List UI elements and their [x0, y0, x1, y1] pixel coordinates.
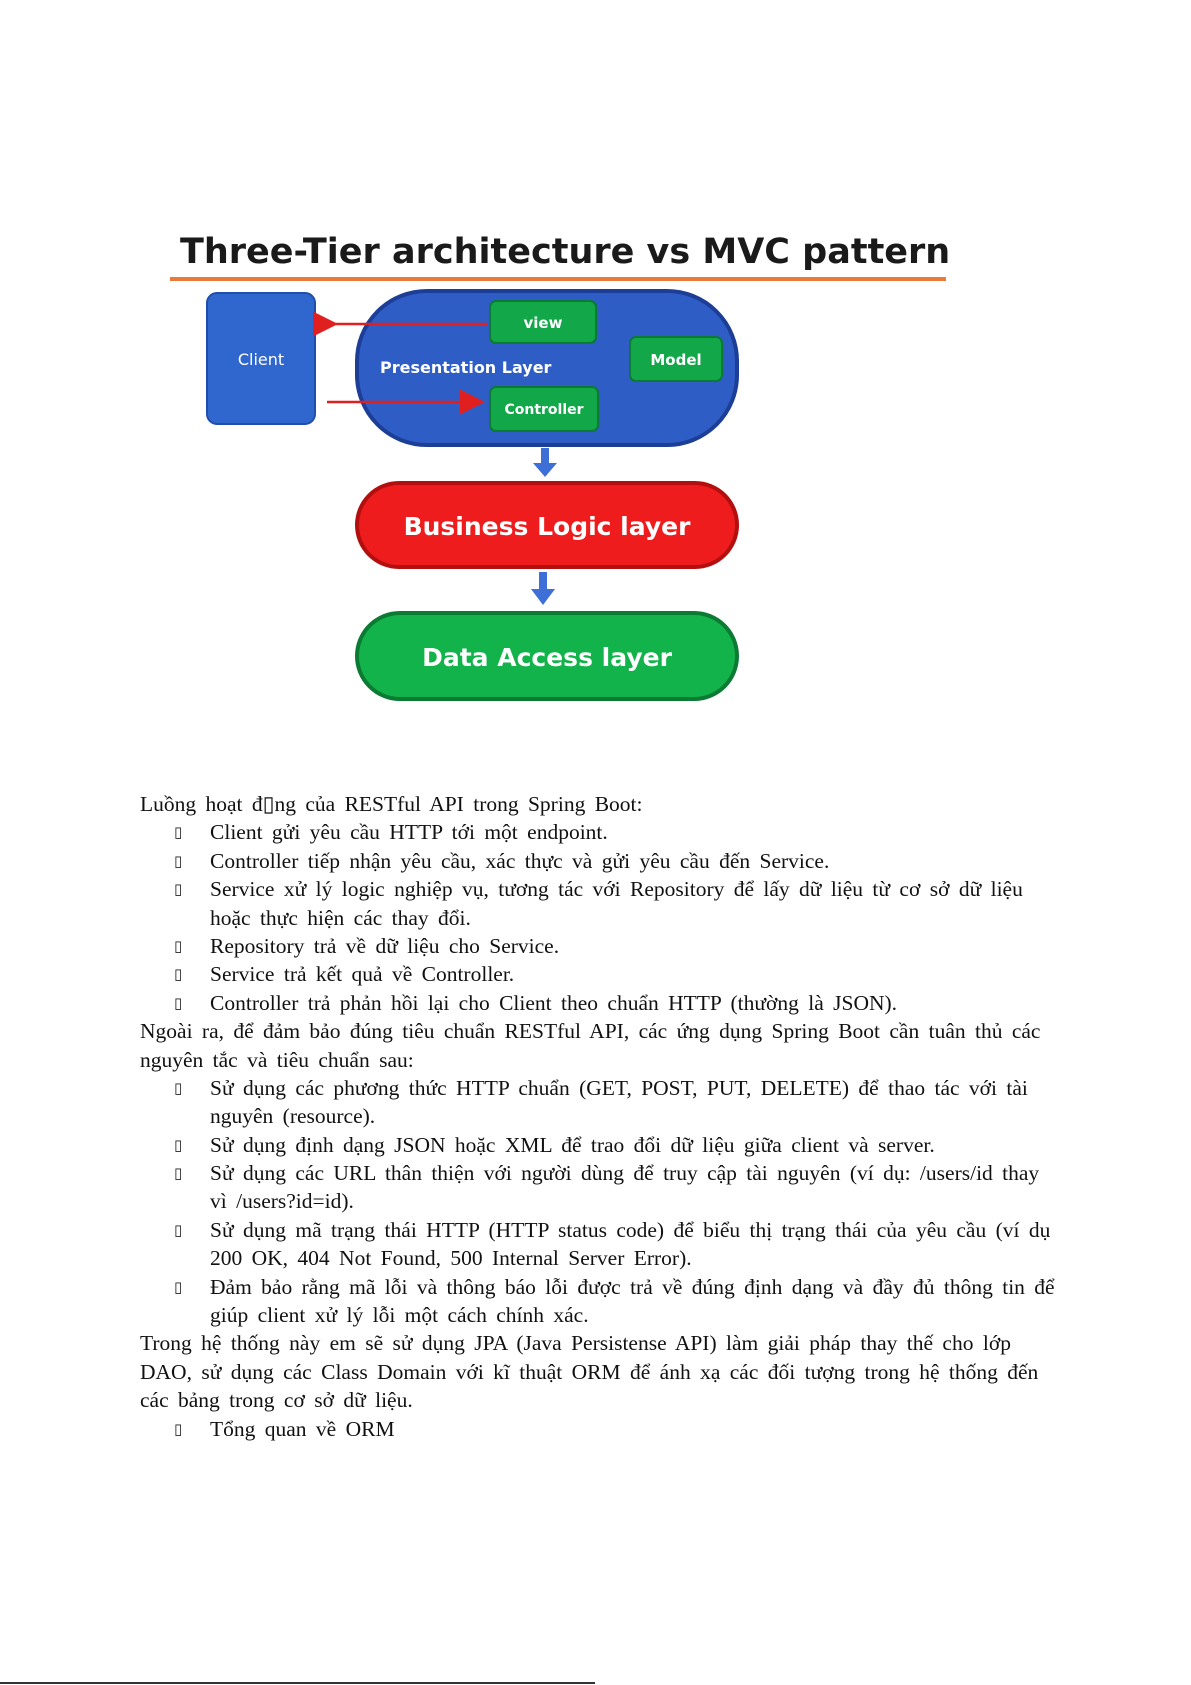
standards-item-text: Sử dụng các URL thân thiện với người dùng để truy cập tài nguyên (ví dụ: /users/id thay [210, 1161, 1040, 1186]
flow-item-text: Service trả kết quả về Controller. [210, 962, 515, 987]
missing-glyph-icon: ▯ [174, 880, 183, 899]
standards-item-text: Sử dụng mã trạng thái HTTP (HTTP status code) để biểu thị trạng thái của yêu cầu (ví dụ [210, 1217, 1051, 1242]
flow-item [140, 989, 1190, 1017]
diagram-svg [170, 225, 1050, 765]
architecture-diagram [170, 225, 1050, 765]
down-arrow-2-head [531, 589, 555, 605]
diagram-title: Three-Tier architecture vs MVC pattern [180, 232, 951, 272]
footer-rule [0, 1682, 595, 1684]
missing-glyph-icon: ▯ [174, 823, 183, 842]
title-underline [170, 277, 946, 281]
document-body [140, 790, 1190, 1443]
flow-item-text: Service xử lý logic nghiệp vụ, tương tác với Repository để lấy dữ liệu từ cơ sở dữ liệu [210, 877, 1023, 902]
flow-item-text: Controller trả phản hồi lại cho Client theo chuẩn HTTP (thường là JSON). [210, 990, 898, 1015]
standards-item [140, 1159, 1190, 1187]
view-label: view [523, 314, 563, 332]
down-arrow-1 [533, 448, 557, 477]
flow-item [140, 818, 1190, 846]
standards-item [140, 1273, 1190, 1301]
missing-glyph-icon: ▯ [174, 993, 183, 1012]
business-logic-label: Business Logic layer [403, 512, 691, 541]
client-label: Client [237, 350, 285, 369]
standards-item-continuation: vì /users?id=id). [210, 1189, 354, 1214]
standards-item-text: Sử dụng định dạng JSON hoặc XML để trao đổi dữ liệu giữa client và server. [210, 1132, 935, 1157]
jpa-paragraph-line: Trong hệ thống này em sẽ sử dụng JPA (Java Persistense API) làm giải pháp thay thế cho lớp [140, 1331, 1011, 1356]
down-arrow-2 [531, 572, 555, 605]
missing-glyph-icon: ▯ [174, 965, 183, 984]
missing-glyph-icon: ▯ [174, 1220, 183, 1239]
standards-item [140, 1074, 1190, 1102]
standards-item-text: Sử dụng các phương thức HTTP chuẩn (GET, POST, PUT, DELETE) để thao tác với tài [210, 1075, 1028, 1100]
flow-heading: Luồng hoạt đ▯ng của RESTful API trong Spring Boot: [140, 792, 643, 816]
flow-item [140, 875, 1190, 903]
flow-item [140, 847, 1190, 875]
down-arrow-2-shaft [539, 572, 547, 590]
jpa-paragraph-line: DAO, sử dụng các Class Domain với kĩ thuật ORM để ánh xạ các đối tượng trong hệ thống đến [140, 1359, 1039, 1384]
flow-item-text: Client gửi yêu cầu HTTP tới một endpoint. [210, 820, 608, 845]
standards-item-continuation: giúp client xử lý lỗi một cách chính xác. [210, 1303, 589, 1328]
data-access-label: Data Access layer [422, 643, 672, 672]
controller-label: Controller [504, 402, 584, 418]
missing-glyph-icon: ▯ [174, 1164, 183, 1183]
flow-item [140, 932, 1190, 960]
jpa-item-text: Tổng quan về ORM [210, 1416, 395, 1441]
jpa-paragraph-line: các bảng trong cơ sở dữ liệu. [140, 1388, 413, 1413]
standards-item-continuation: 200 OK, 404 Not Found, 500 Internal Server Error). [210, 1246, 692, 1271]
missing-glyph-icon: ▯ [174, 1277, 183, 1296]
model-label: Model [650, 351, 702, 369]
standards-intro-line: Ngoài ra, để đảm bảo đúng tiêu chuẩn RESTful API, các ứng dụng Spring Boot cần tuân thủ các [140, 1019, 1041, 1044]
flow-item-text: Controller tiếp nhận yêu cầu, xác thực và gửi yêu cầu đến Service. [210, 848, 830, 873]
presentation-layer-label: Presentation Layer [380, 358, 552, 377]
missing-glyph-icon: ▯ [174, 1419, 183, 1438]
missing-glyph-icon: ▯ [174, 1078, 183, 1097]
down-arrow-1-shaft [541, 448, 549, 464]
standards-item [140, 1131, 1190, 1159]
standards-item-continuation: nguyên (resource). [210, 1104, 376, 1129]
missing-glyph-icon: ▯ [174, 851, 183, 870]
missing-glyph-icon: ▯ [174, 1135, 183, 1154]
missing-glyph-icon: ▯ [174, 936, 183, 955]
standards-item-text: Đảm bảo rằng mã lỗi và thông báo lỗi được trả về đúng định dạng và đầy đủ thông tin để [210, 1274, 1055, 1299]
down-arrow-1-head [533, 463, 557, 477]
flow-item [140, 960, 1190, 988]
flow-item-text: Repository trả về dữ liệu cho Service. [210, 933, 560, 958]
standards-item [140, 1216, 1190, 1244]
jpa-item [140, 1415, 1190, 1443]
standards-intro-line: nguyên tắc và tiêu chuẩn sau: [140, 1047, 414, 1072]
flow-item-continuation: hoặc thực hiện các thay đổi. [210, 905, 471, 930]
